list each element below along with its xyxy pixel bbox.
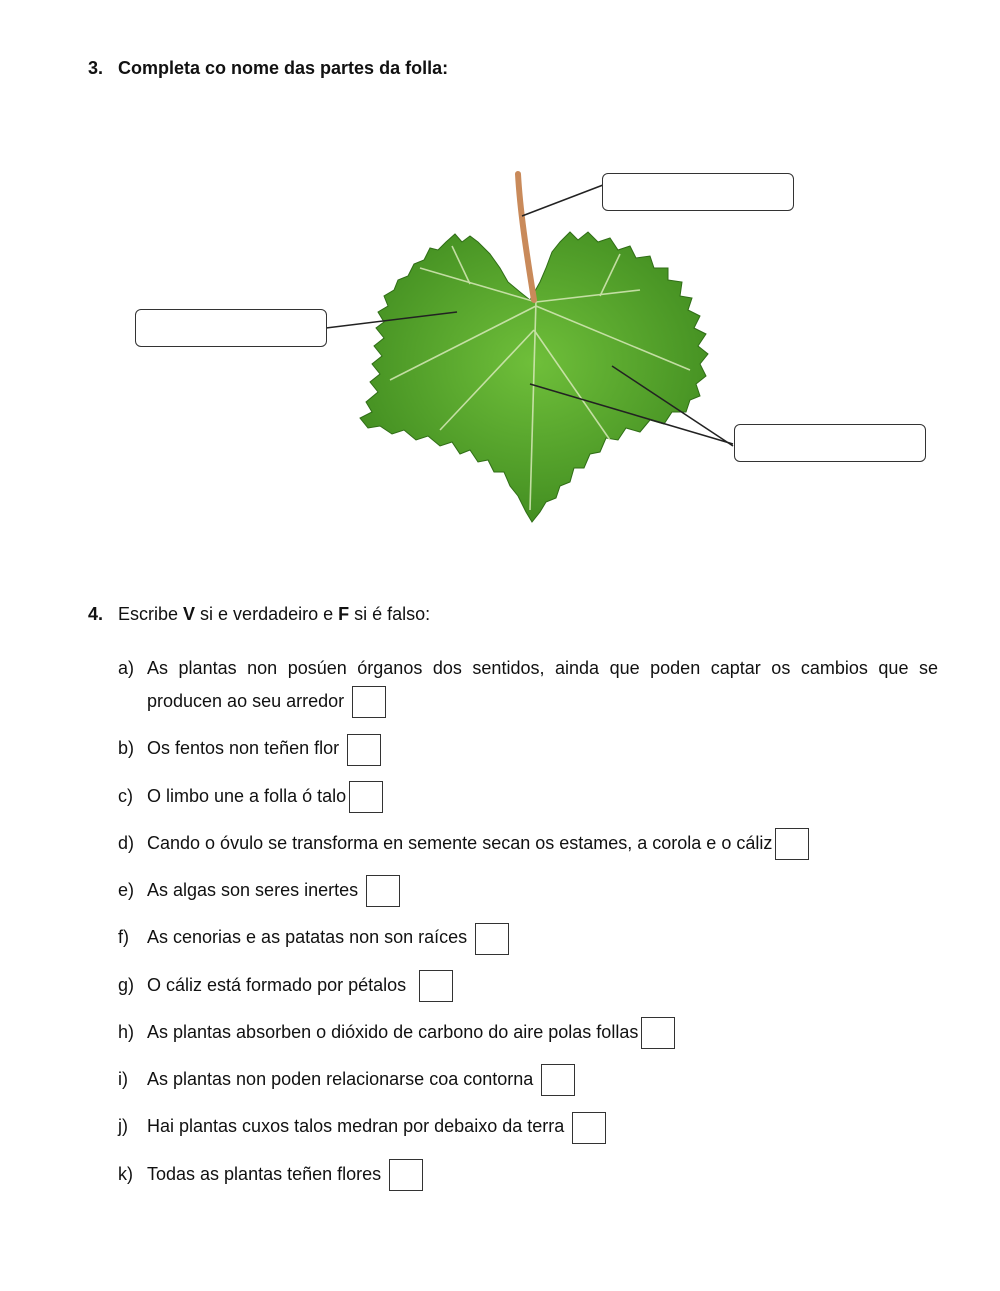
list-item (118, 1016, 938, 1049)
item-letter: i) (118, 1069, 128, 1089)
true-false-list (118, 652, 938, 1205)
list-item (118, 652, 938, 718)
answer-box[interactable] (775, 828, 809, 860)
item-text: Todas as plantas teñen flores (147, 1163, 382, 1184)
answer-box[interactable] (541, 1064, 575, 1096)
item-letter: k) (118, 1163, 133, 1184)
list-item (118, 1158, 938, 1191)
item-letter: c) (118, 785, 133, 806)
list-item (118, 874, 938, 907)
answer-box[interactable] (347, 734, 381, 766)
question-number: 4. (88, 604, 104, 624)
question-number: 3. (88, 58, 104, 78)
answer-box[interactable] (419, 970, 453, 1002)
question-3-title (88, 58, 448, 79)
item-letter: f) (118, 927, 129, 948)
answer-box[interactable] (366, 875, 400, 907)
answer-box[interactable] (389, 1159, 423, 1191)
item-text: As plantas absorben o dióxido de carbono do aire polas follas (147, 1021, 639, 1042)
veins-label-box[interactable] (734, 424, 926, 462)
item-letter: h) (118, 1021, 135, 1042)
item-letter: b) (118, 738, 135, 759)
item-letter: e) (118, 880, 135, 900)
list-item (118, 780, 938, 813)
answer-box[interactable] (352, 686, 386, 718)
blade-label-box[interactable] (135, 309, 327, 347)
intro-pre: Escribe (118, 604, 184, 624)
answer-box[interactable] (475, 923, 509, 955)
item-letter: j) (118, 1116, 128, 1137)
leaf-diagram (0, 150, 1000, 540)
list-item (118, 827, 938, 860)
list-item (118, 1063, 938, 1096)
list-item (118, 969, 938, 1002)
list-item (118, 1110, 938, 1143)
item-text: Cando o óvulo se transforma en semente secan os estames, a corola e o cáliz (147, 832, 773, 853)
item-text: O cáliz está formado por pétalos (147, 974, 407, 995)
question-text: Completa co nome das partes da folla: (118, 58, 449, 78)
list-item (118, 921, 938, 954)
item-text: As algas son seres inertes (147, 880, 359, 900)
question-4-title (88, 604, 430, 625)
answer-box[interactable] (572, 1112, 606, 1144)
intro-v: V (183, 604, 196, 624)
intro-f: F (338, 604, 350, 624)
answer-box[interactable] (641, 1017, 675, 1049)
petiole-label-box[interactable] (602, 173, 794, 211)
item-text: O limbo une a folla ó talo (147, 785, 347, 806)
intro-mid: si e verdadeiro e (195, 604, 339, 624)
item-letter: g) (118, 974, 135, 995)
item-text: As plantas non posúen órganos dos sentidos, ainda que poden captar os cambios que se producen ao seu arredor (147, 658, 938, 711)
leaf-petiole-shape (518, 174, 534, 300)
item-letter: a) (118, 658, 135, 678)
intro-post: si é falso: (349, 604, 431, 624)
item-text: Hai plantas cuxos talos medran por debaixo da terra (147, 1116, 565, 1137)
item-text: As plantas non poden relacionarse coa contorna (147, 1069, 534, 1089)
list-item (118, 732, 938, 765)
item-letter: d) (118, 832, 135, 853)
item-text: As cenorias e as patatas non son raíces (147, 927, 468, 948)
item-text: Os fentos non teñen flor (147, 738, 340, 759)
answer-box[interactable] (349, 781, 383, 813)
